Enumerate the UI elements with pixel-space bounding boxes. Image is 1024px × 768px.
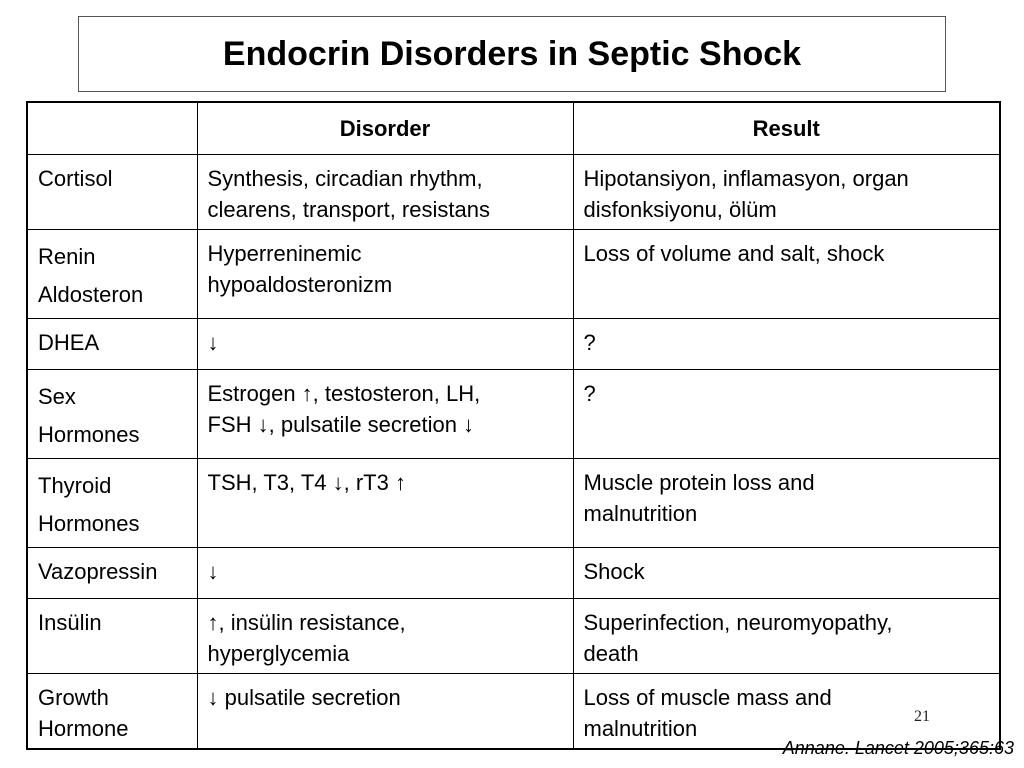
disorder-cell bbox=[197, 598, 573, 673]
table-row-thyroid-hormones bbox=[27, 458, 1000, 547]
result-cell bbox=[573, 598, 1000, 673]
disorder-line: hyperglycemia bbox=[207, 640, 350, 666]
hormone-line: Cortisol bbox=[38, 165, 113, 191]
hormone-line: Insülin bbox=[38, 609, 102, 635]
result-line: malnutrition bbox=[583, 715, 698, 741]
result-line: Loss of muscle mass and bbox=[583, 684, 832, 710]
result-line: Muscle protein loss and bbox=[583, 469, 815, 495]
endocrine-table bbox=[26, 101, 1001, 750]
hormone-line: Renin bbox=[38, 243, 96, 269]
table-row-vazopressin bbox=[27, 547, 1000, 598]
result-line: Hipotansiyon, inflamasyon, organ bbox=[583, 165, 909, 191]
citation: Annane. Lancet 2005;365:63 bbox=[782, 738, 1014, 758]
disorder-line: Estrogen ↑, testosteron, LH, bbox=[207, 380, 481, 406]
disorder-line: ↑, insülin resistance, bbox=[207, 609, 406, 635]
disorder-cell bbox=[197, 229, 573, 318]
result-cell bbox=[573, 318, 1000, 369]
disorder-cell bbox=[197, 318, 573, 369]
result-cell bbox=[573, 547, 1000, 598]
table-row-sex-hormones bbox=[27, 369, 1000, 458]
disorder-cell bbox=[197, 547, 573, 598]
disorder-line: Hyperreninemic bbox=[207, 240, 362, 266]
result-cell bbox=[573, 458, 1000, 547]
table-row-dhea bbox=[27, 318, 1000, 369]
hormone-line: Hormones bbox=[38, 421, 140, 447]
arrow-down-icon: ↓ bbox=[207, 558, 219, 584]
disorder-cell bbox=[197, 673, 573, 749]
result-cell bbox=[573, 369, 1000, 458]
disorder-line: ↓ pulsatile secretion bbox=[207, 684, 401, 710]
table-row-insulin bbox=[27, 598, 1000, 673]
header-cell-hormone bbox=[27, 102, 197, 154]
table-header-row bbox=[27, 102, 1000, 154]
disorder-line: clearens, transport, resistans bbox=[207, 196, 490, 222]
slide-number: 21 bbox=[914, 708, 930, 725]
slide-title: Endocrin Disorders in Septic Shock bbox=[222, 34, 802, 73]
result-cell bbox=[573, 154, 1000, 229]
result-line: Shock bbox=[583, 558, 645, 584]
hormone-line: Aldosteron bbox=[38, 281, 144, 307]
result-cell bbox=[573, 229, 1000, 318]
header-cell-result: Result bbox=[573, 102, 1000, 154]
result-line: Superinfection, neuromyopathy, bbox=[583, 609, 893, 635]
result-line: ? bbox=[583, 380, 596, 406]
hormone-cell bbox=[27, 458, 197, 547]
hormone-line: Hormone bbox=[38, 715, 129, 741]
hormone-cell bbox=[27, 369, 197, 458]
table-row-renin-aldosteron bbox=[27, 229, 1000, 318]
hormone-line: Growth bbox=[38, 684, 109, 710]
arrow-down-icon: ↓ bbox=[207, 329, 219, 355]
result-line: ? bbox=[583, 329, 596, 355]
disorder-line: hypoaldosteronizm bbox=[207, 271, 393, 297]
disorder-line: Synthesis, circadian rhythm, bbox=[207, 165, 483, 191]
title-box bbox=[78, 16, 946, 92]
result-line: Loss of volume and salt, shock bbox=[583, 240, 885, 266]
hormone-cell bbox=[27, 229, 197, 318]
disorder-cell bbox=[197, 458, 573, 547]
disorder-line: TSH, T3, T4 ↓, rT3 ↑ bbox=[207, 469, 406, 495]
result-line: disfonksiyonu, ölüm bbox=[583, 196, 777, 222]
hormone-cell bbox=[27, 673, 197, 749]
disorder-cell bbox=[197, 369, 573, 458]
hormone-line: Vazopressin bbox=[38, 558, 158, 584]
result-line: death bbox=[583, 640, 639, 666]
hormone-cell bbox=[27, 318, 197, 369]
result-line: malnutrition bbox=[583, 500, 698, 526]
hormone-line: Hormones bbox=[38, 510, 140, 536]
hormone-cell bbox=[27, 598, 197, 673]
hormone-cell bbox=[27, 154, 197, 229]
header-cell-disorder: Disorder bbox=[197, 102, 573, 154]
hormone-line: Sex bbox=[38, 383, 76, 409]
hormone-cell bbox=[27, 547, 197, 598]
hormone-line: DHEA bbox=[38, 329, 100, 355]
disorder-cell bbox=[197, 154, 573, 229]
disorder-line: FSH ↓, pulsatile secretion ↓ bbox=[207, 411, 475, 437]
hormone-line: Thyroid bbox=[38, 472, 112, 498]
table-row-cortisol bbox=[27, 154, 1000, 229]
